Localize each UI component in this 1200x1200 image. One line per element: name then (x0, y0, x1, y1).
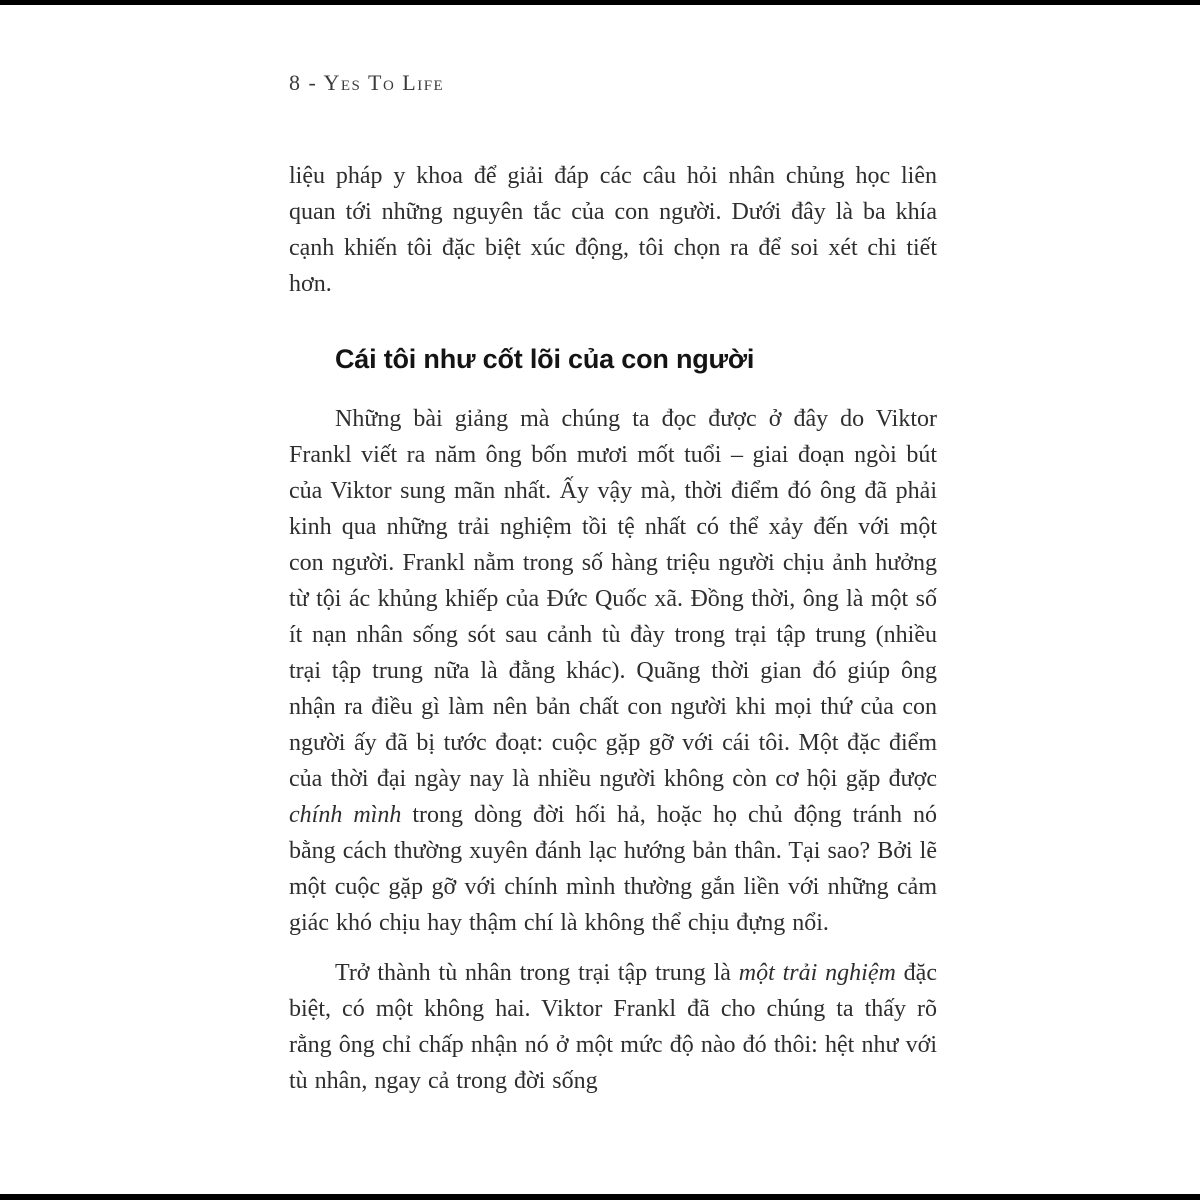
running-header: 8 - Yes To Life (289, 70, 445, 95)
page-content (289, 0, 937, 1099)
paragraph-continuation: liệu pháp y khoa để giải đáp các câu hỏi nhân chủng học liên quan tới những nguyên tắc của con người. Dưới đây là ba khía cạnh khiến tôi đặc biệt xúc động, tôi chọn ra để soi xét chi tiết hơn. (289, 163, 937, 297)
paragraph-frankl-bio: Những bài giảng mà chúng ta đọc được ở đây do Viktor Frankl viết ra năm ông bốn mươi mốt tuổi – giai đoạn ngòi bút của Viktor sung mãn nhất. Ấy vậy mà, thời điểm đó ông đã phải kinh qua những trải nghiệm tồi tệ nhất có thể xảy đến với một con người. Frankl nằm trong số hàng triệu người chịu ảnh hưởng từ tội ác khủng khiếp của Đức Quốc xã. Đồng thời, ông là một số ít nạn nhân sống sót sau cảnh tù đày trong trại tập trung (nhiều trại tập trung nữa là đằng khác). Quãng thời gian đó giúp ông nhận ra điều gì làm nên bản chất con người khi mọi thứ của con người ấy đã bị tước đoạt: cuộc gặp gỡ với cái tôi. Một đặc điểm của thời đại ngày nay là nhiều người không còn cơ hội gặp được chính mình trong dòng đời hối hả, hoặc họ chủ động tránh nó bằng cách thường xuyên đánh lạc hướng bản thân. Tại sao? Bởi lẽ một cuộc gặp gỡ với chính mình thường gắn liền với những cảm giác khó chịu hay thậm chí là không thể chịu đựng nổi. (289, 406, 937, 936)
section-heading: Cái tôi như cốt lõi của con người (335, 344, 755, 374)
bottom-edge-bar (0, 1194, 1200, 1200)
paragraph-prisoner-experience: Trở thành tù nhân trong trại tập trung là một trải nghiệm đặc biệt, có một không hai. Viktor Frankl đã cho chúng ta thấy rõ rằng ông chỉ chấp nhận nó ở một mức độ nào đó thôi: hệt như với tù nhân, ngay cả trong đời sống (289, 960, 937, 1094)
